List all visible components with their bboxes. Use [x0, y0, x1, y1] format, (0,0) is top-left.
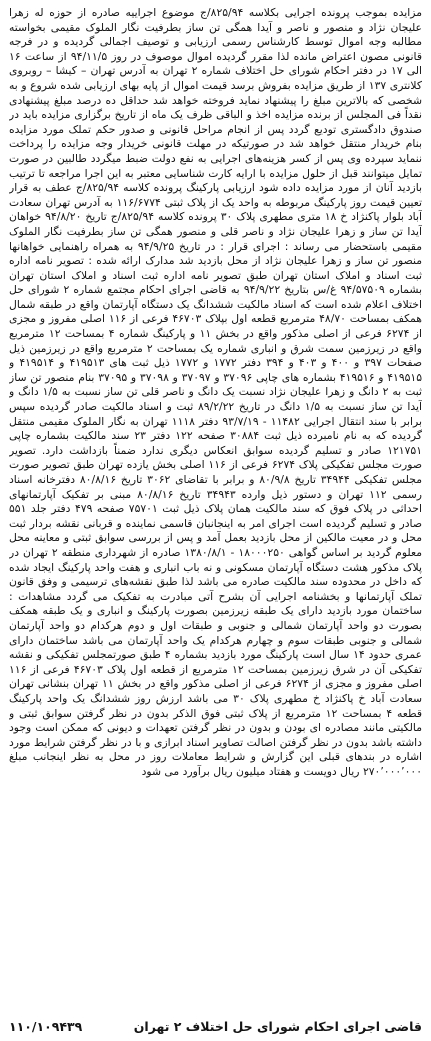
reference-number: ۱۱۰/۱۰۹۴۳۹ [9, 1018, 83, 1034]
issuer-signature: قاضی اجرای احکام شورای حل اختلاف ۲ تهران [133, 1018, 422, 1034]
notice-footer [9, 1017, 422, 1035]
auction-notice-body [9, 6, 422, 1016]
notice-text: مزایده بموجب پرونده اجرایی بکلاسه ۸۲۵/۹۴/ج موضوع اجراییه صادره از حوزه له زهرا علیجان نژاد و منصور و ناصر و آیدا همگی تن ساز بطرفیت نگار الملوک مقیمی بخواسته مطالبه وجه اموال توسط کارشناس رسمی ارزیابی و توصیف اجمالی گردیده و در فرجه قانونی مصون اعتراض مانده لذا مقرر گردیده اموال موصوف در روز ۹۴/۱۱/۵ از ساعت ۱۶ الی ۱۷ در دفتر احکام شورای حل اختلاف شماره ۲ تهران به آدرس تهران – کیشا – روبروی کلانتری ۱۳۷ از طریق مزایده بفروش برسد قیمت اموال از پایه بهای ارزیابی شده شروع و به شخصی که بالاترین مبلغ را پیشنهاد نماید فروخته خواهد شد حداقل ده درصد مبلغ پیشنهادی نقداً فی المجلس از برنده مزایده اخذ و الباقی ظرف یک ماه از تاریخ برگزاری مزایده باید در صندوق دادگستری تودیع گردد پس از انجام مراحل قانونی و صدور حکم تملک مورد مزایده بنام خریدار منتقل خواهد شد در صورتیکه در مهلت قانونی خریدار وجه مزایده را پرداخت ننماید سپرده وی پس از کسر هزینه‌های اجرایی به نفع دولت ضبط میگردد طالبین در صورت تمایل میتوانند قبل از حلول مزایده با ارایه کارت شناسایی معتبر به این اجرا مراجعه تا ترتیب بازدید آنان از مورد مزایده داده شود ارزیابی پارکینگ پرونده کلاسه ۸۲۵/۹۴/ج عطف به قرار تعیین قیمت روز پارکینگ مربوطه به واحد یک از پلاک ثبتی ۱۱۶/۶۷۷۴ به آدرس تهران سعادت آباد بلوار پاکنژاد خ ۱۸ متری مطهری پلاک ۳۰ پرونده کلاسه ۸۲۵/۹۴/ج تاریخ ۹۴/۸/۲۰ خواهان آیدا تن ساز و زهرا علیجان نژاد و ناصر قلی و منصور همگی تن ساز بطرفیت نگار الملوک مقیمی باستحضار می رساند : اجرای قرار : در تاریخ ۹۴/۹/۲۵ به همراه راهنمایی خواهانها منصور تن ساز و زهرا علیجان نژاد از محل بازدید شد مدارک ارائه شده : تصویر نامه اداره ثبت اسناد و املاک استان تهران طبق تصویر نامه اداره ثبت اسناد و املاک استان تهران بشماره ۹۴/۵۷۵۰۹ غ/س بتاریخ ۹۴/۹/۲۲ به قاضی اجرای احکام مجتمع شماره ۲ شورای حل اختلاف اعلام شده است که اسناد مالکیت ششدانگ یک دستگاه آپارتمان واقع در طبقه شمال همکف بمساحت ۴۸/۷۰ مترمربع قطعه اول بپلاک ۴۶۷۰۳ فرعی از ۱۱۶ اصلی مفروز و مجزی از ۶۲۷۴ فرعی از اصلی مذکور واقع در بخش ۱۱ و پارکینگ شماره ۴ بمساحت ۱۲ مترمربع واقع در زیرزمین سمت شرق و انباری شماره یک بمساحت ۲ مترمربع واقع در زیرزمین ذیل صفحات ۳۹۷ و ۴۰۰ و ۴۰۳ و ۳۹۴ دفتر ۱۷۷۲ و ۱۷۷۲ ذیل ثبت های ۴۱۹۵۱۳ و ۴۱۹۵۱۴ و ۴۱۹۵۱۵ و ۴۱۹۵۱۶ بشماره های چاپی ۳۷۰۹۶ و ۳۷۰۹۷ و ۳۷۰۹۸ و ۳۷۰۹۵ بنام منصور تن ساز ثبت به ۲ دانگ و زهرا علیجان نژاد نسبت یک دانگ و ناصر قلی تن ساز نسبت به ۱/۵ دانگ و آیدا تن ساز نسبت به ۱/۵ دانگ در تاریخ ۸۹/۲/۲۲ ثبت و اسناد مالکیت صادر گردیده سپس برابر با سند انتقال اجرایی ۱۱۴۸۲ - ۹۳/۷/۱۹ دفتر ۱۱۱۸ تهران به نگار الملوک مقیمی منتقل گردیده که به نام نامبرده ذیل ثبت ۳۰۸۸۴ صفحه ۱۲۲ دفتر ۲۳ سند مالکیت بشماره چاپی ۱۲۱۷۵۱ صادر و تسلیم گردیده سوابق انعکاس دیگری ندارد ضمناً بازداشت دارد. تصویر صورت مجلس تفکیکی پلاک ۶۲۷۴ فرعی از ۱۱۶ اصلی بخش یازده تهران طبق تصویر صورت مجلس تفکیکی ۳۴۹۴۴ تاریخ ۸۰/۹/۸ و برابر با تقاضای ۳۰۶۲ تاریخ ۸۰/۸/۱۶ دفترخانه اسناد رسمی ۱۱۲ تهران و دستور ذیل وارده ۳۴۹۴۳ تاریخ ۸۰/۸/۱۶ مبنی بر تفکیک آپارتمانهای احداثی در پلاک فوق که سند مالکیت همان پلاک ذیل ثبت ۷۵۷۰۱ صفحه ۴۷۹ دفتر جلد ۵۵۱ صادر و تسلیم گردیده است اجرای امر به اینجانبان قاسمی نماینده و قربانی نقشه بردار ثبت محل و در معیت مالکین از محل بازدید بعمل آمد و پس از بررسی سوابق ثبتی و معاینه محل معلوم گردید بر اساس گواهی ۱۸۰۰۰۲۵۰ - ۱۳۸۰/۸/۱ صادره از شهرداری منطقه ۲ تهران در پلاک مذکور هشت دستگاه آپارتمان مسکونی و نه باب انباری و هفت واحد پارکینگ ایجاد شده که داخل در محدوده سند مالکیت صادره می باشد لذا طبق نقشه‌های ترسیمی و وفق قانون تملک آپارتمانها و بخشنامه اجرایی آن بشرح آتی مبادرت به تفکیک می گردد مشاهدات : ساختمان مورد بازدید دارای یک طبقه زیرزمین بصورت پارکینگ و انباری و یک طبقه همکف بصورت دو واحد آپارتمان شمالی و جنوبی و طبقات اول و دوم هرکدام دو واحد آپارتمان شمالی و جنوبی طبقات سوم و چهارم هرکدام یک واحد آپارتمان می باشد ساختمان دارای عمری حدود ۱۴ سال است پارکینگ مورد بازدید بشماره ۴ طبق صورتمجلس تفکیکی و نقشه تفکیکی آن در شرق زیرزمین بمساحت ۱۲ مترمربع از قطعه اول پلاک ۴۶۷۰۳ فرعی از ۱۱۶ اصلی مفروز و مجزی از ۶۲۷۴ فرعی از اصلی مذکور واقع در بخش ۱۱ تهران بنشانی تهران سعادت آباد خ پاکنژاد خ مطهری پلاک ۳۰ می باشد ارزش روز ششدانگ یک واحد پارکینگ قطعه ۴ بمساحت ۱۲ مترمربع از پلاک ثبتی فوق الذکر بدون در نظر گرفتن سوابق ثبتی و مالکیتی مانند مصادره ای بودن و بدون در نظر گرفتن تعهدات و دیونی که ممکن است وجود داشته باشد بدون در نظر گرفتن اصالت تصاویر اسناد ابرازی و با در نظر گرفتن شرایط مورد اشاره در بندهای قبلی این گزارش و شرایط معاملات روز در محل به نظر اینجانب مبلغ ۲۷۰٬۰۰۰٬۰۰۰ ریال دویست و هفتاد میلیون ریال برآورد می شود [9, 6, 422, 778]
